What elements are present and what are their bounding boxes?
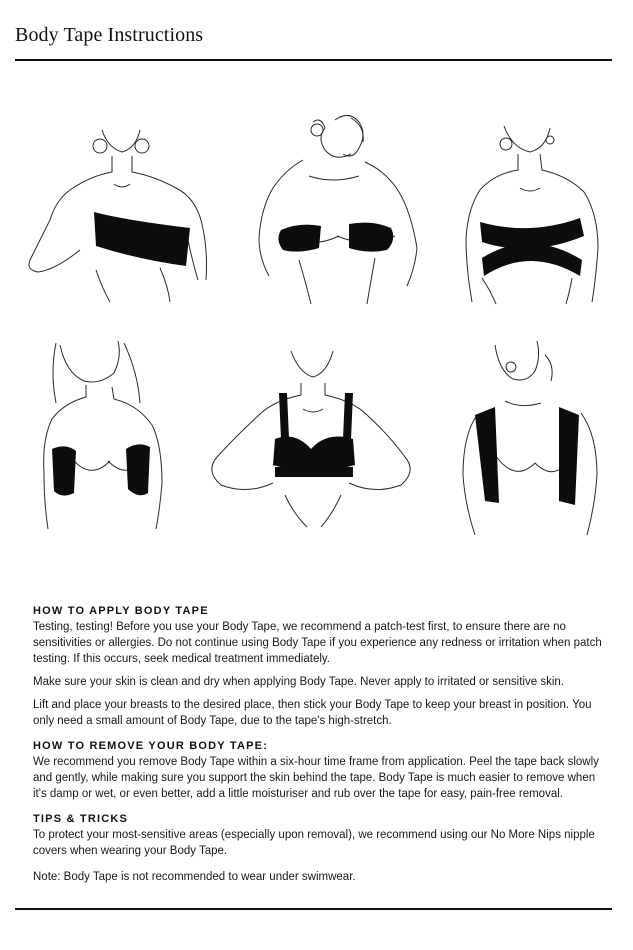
strapless-band-figure: [20, 120, 215, 305]
half-moon-lift-icon: [255, 108, 420, 308]
tips-section: [33, 811, 608, 885]
tips-note: Note: Body Tape is not recommended to wear under swimwear.: [33, 871, 356, 883]
page-title: Body Tape Instructions: [15, 24, 204, 46]
side-lift-figure: [30, 333, 180, 533]
apply-paragraph: Testing, testing! Before you use your Body Tape, we recommend a patch-test first, to ensure there are no sensitivities or allergies. Do not continue using Body Tape if you experience any redness or irritation when patch testing. If this occurs, seek medical treatment immediately.: [33, 621, 602, 665]
strapless-band-icon: [20, 120, 215, 305]
nipple-lift-figure: [255, 108, 420, 308]
halter-vest-figure: [455, 335, 605, 540]
apply-paragraph: Make sure your skin is clean and dry when applying Body Tape. Never apply to irritated or sensitive skin.: [33, 676, 564, 688]
apply-paragraph: Lift and place your breasts to the desired place, then stick your Body Tape to keep your breast in position. You only need a small amount of Body Tape, due to the tape's high-stretch.: [33, 699, 592, 727]
bra-style-icon: [203, 345, 418, 530]
bra-style-figure: [203, 345, 418, 530]
footer-divider: [15, 908, 612, 910]
tips-heading: TIPS & TRICKS: [33, 813, 129, 825]
criss-cross-figure: [460, 118, 610, 306]
apply-section: [33, 603, 608, 729]
apply-heading: HOW TO APPLY BODY TAPE: [33, 605, 209, 617]
instructions: [33, 603, 608, 894]
remove-paragraph: We recommend you remove Body Tape within a six-hour time frame from application. Peel the tape back slowly and gently, while making sure you support the skin behind the tape. Body Tape is much easier to remove when it's damp or wet, or even better, add a little moisturiser and rub over the tape for easy, pain-free removal.: [33, 756, 599, 800]
tips-paragraph: To protect your most-sensitive areas (especially upon removal), we recommend using our No More Nips nipple covers when wearing your Body Tape.: [33, 829, 595, 857]
remove-heading: HOW TO REMOVE YOUR BODY TAPE:: [33, 740, 269, 752]
header-divider: [15, 59, 612, 61]
side-lift-icon: [30, 333, 180, 533]
remove-section: [33, 738, 608, 802]
criss-cross-icon: [460, 118, 610, 306]
halter-vest-icon: [455, 335, 605, 540]
